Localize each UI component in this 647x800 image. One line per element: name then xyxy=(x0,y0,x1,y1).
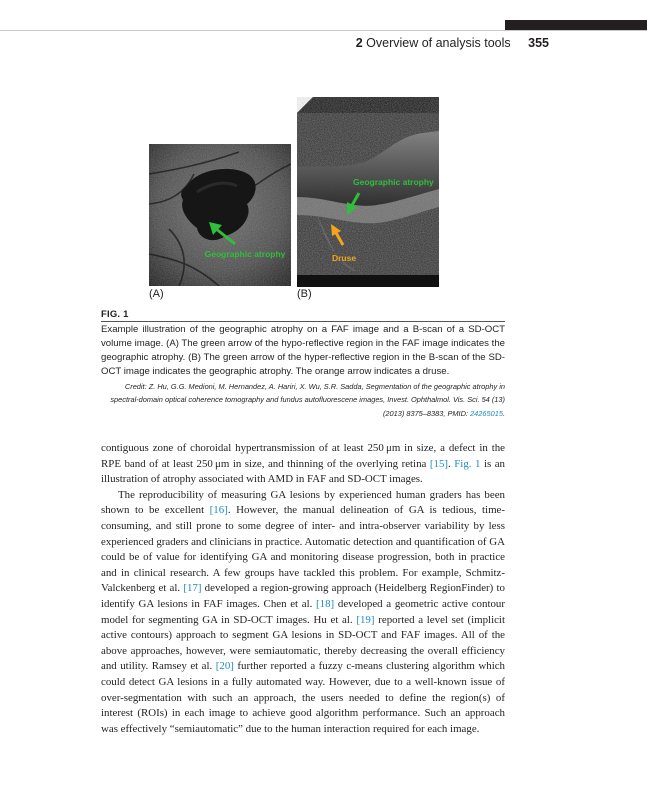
p1-text-b: . xyxy=(448,457,455,470)
figure-rule xyxy=(101,321,505,322)
p2-text-d: developed a geometric active contour model for segmenting GA in SD-OCT images. Hu et al. xyxy=(101,597,505,626)
ref-16-link[interactable]: [16] xyxy=(209,504,228,517)
section-title: Overview of analysis tools xyxy=(366,36,511,50)
pmid-link[interactable]: 24265015 xyxy=(470,408,503,418)
header-rule xyxy=(0,30,647,31)
fig-1-link[interactable]: Fig. 1 xyxy=(454,457,481,470)
paragraph-2 xyxy=(101,488,505,738)
p1-text-a: contiguous zone of choroidal hypertransmission of at least 250 μm in size, a defect in the RPE band of at least 250 μm in size, and thinning of the overlying retina xyxy=(101,442,505,470)
panel-a-annotation: Geographic atrophy xyxy=(204,249,286,259)
header-bar xyxy=(505,20,647,30)
page-number: 355 xyxy=(528,36,549,50)
figure-credit xyxy=(101,380,505,420)
figure-panel-b-oct-volume xyxy=(297,97,439,287)
p2-text-b: . However, the manual delineation of GA is tedious, time-consuming, and still prone to some degree of inter- and intra-observer variability by less experienced graders and clinicians in practice. Automatic detection and quantification of GA could be of value for identifying GA and monitoring disease progression, both in practice and in clinical research. A few groups have tackled this problem. For example, Schmitz-Valckenberg et al. xyxy=(101,504,506,595)
p2-text-e: reported a level set (implicit active contours) approach to segment GA lesions in SD-OCT and FAF images. All of the above approaches, however, were semiautomatic, thereby decreasing the overall efficiency and utility. Ramsey et al. xyxy=(101,613,505,673)
ref-19-link[interactable]: [19] xyxy=(356,613,375,626)
paragraph-1 xyxy=(101,441,505,488)
p1-text-c: is an illustration of atrophy associated with AMD in FAF and SD-OCT images. xyxy=(101,457,505,486)
panel-b-annotation-druse: Druse xyxy=(331,253,357,263)
p2-text-f: further reported a fuzzy c-means clustering algorithm which could detect GA lesions in a fully automated way. However, due to a well-known issue of over-segmentation with such an approach, the users needed to define the region(s) of interest (ROIs) in each image to achieve good algorithm performance. Such an approach was effectively “semiautomatic” due to the human interaction required for each image. xyxy=(101,660,505,735)
section-number: 2 xyxy=(355,36,363,50)
figure-caption: Example illustration of the geographic atrophy on a FAF image and a B-scan of a SD-OCT volume image. (A) The green arrow of the hypo-reflective region in the FAF image indicates the geographic atrophy. (B) The green arrow of the hyper-reflective region in the B-scan of the SD-OCT image indicates the geographic atrophy. The orange arrow indicates a druse. xyxy=(101,324,505,377)
p2-text-a: The reproducibility of measuring GA lesions by experienced human graders has been shown to be excellent xyxy=(101,488,505,517)
credit-text: Credit: Z. Hu, G.G. Medioni, M. Hernandez, A. Hariri, X. Wu, S.R. Sadda, Segmentation of the geographic atrophy in spectral-domain optical coherence tomography and fundus autofluorescene images, Invest. Ophthalmol. Vis. Sci. 54 (13) (2013) 8375–8383, PMID: xyxy=(110,382,505,418)
running-header xyxy=(356,36,549,50)
ref-18-link[interactable]: [18] xyxy=(316,597,335,610)
figure-panel-a-faf-image xyxy=(149,144,291,286)
credit-end: . xyxy=(502,408,505,418)
ref-20-link[interactable]: [20] xyxy=(215,660,234,673)
panel-b-annotation-ga: Geographic atrophy xyxy=(353,177,434,187)
figure-label: FIG. 1 xyxy=(101,309,129,320)
p2-text-c: developed a region-growing approach (Heidelberg RegionFinder) to identify GA lesions in FAF images. Chen et al. xyxy=(101,582,505,610)
panel-a-label: (A) xyxy=(149,288,164,300)
body-text xyxy=(101,441,505,737)
ref-15-link[interactable]: [15] xyxy=(429,457,449,470)
ref-17-link[interactable]: [17] xyxy=(183,582,202,595)
panel-b-label: (B) xyxy=(297,288,312,300)
